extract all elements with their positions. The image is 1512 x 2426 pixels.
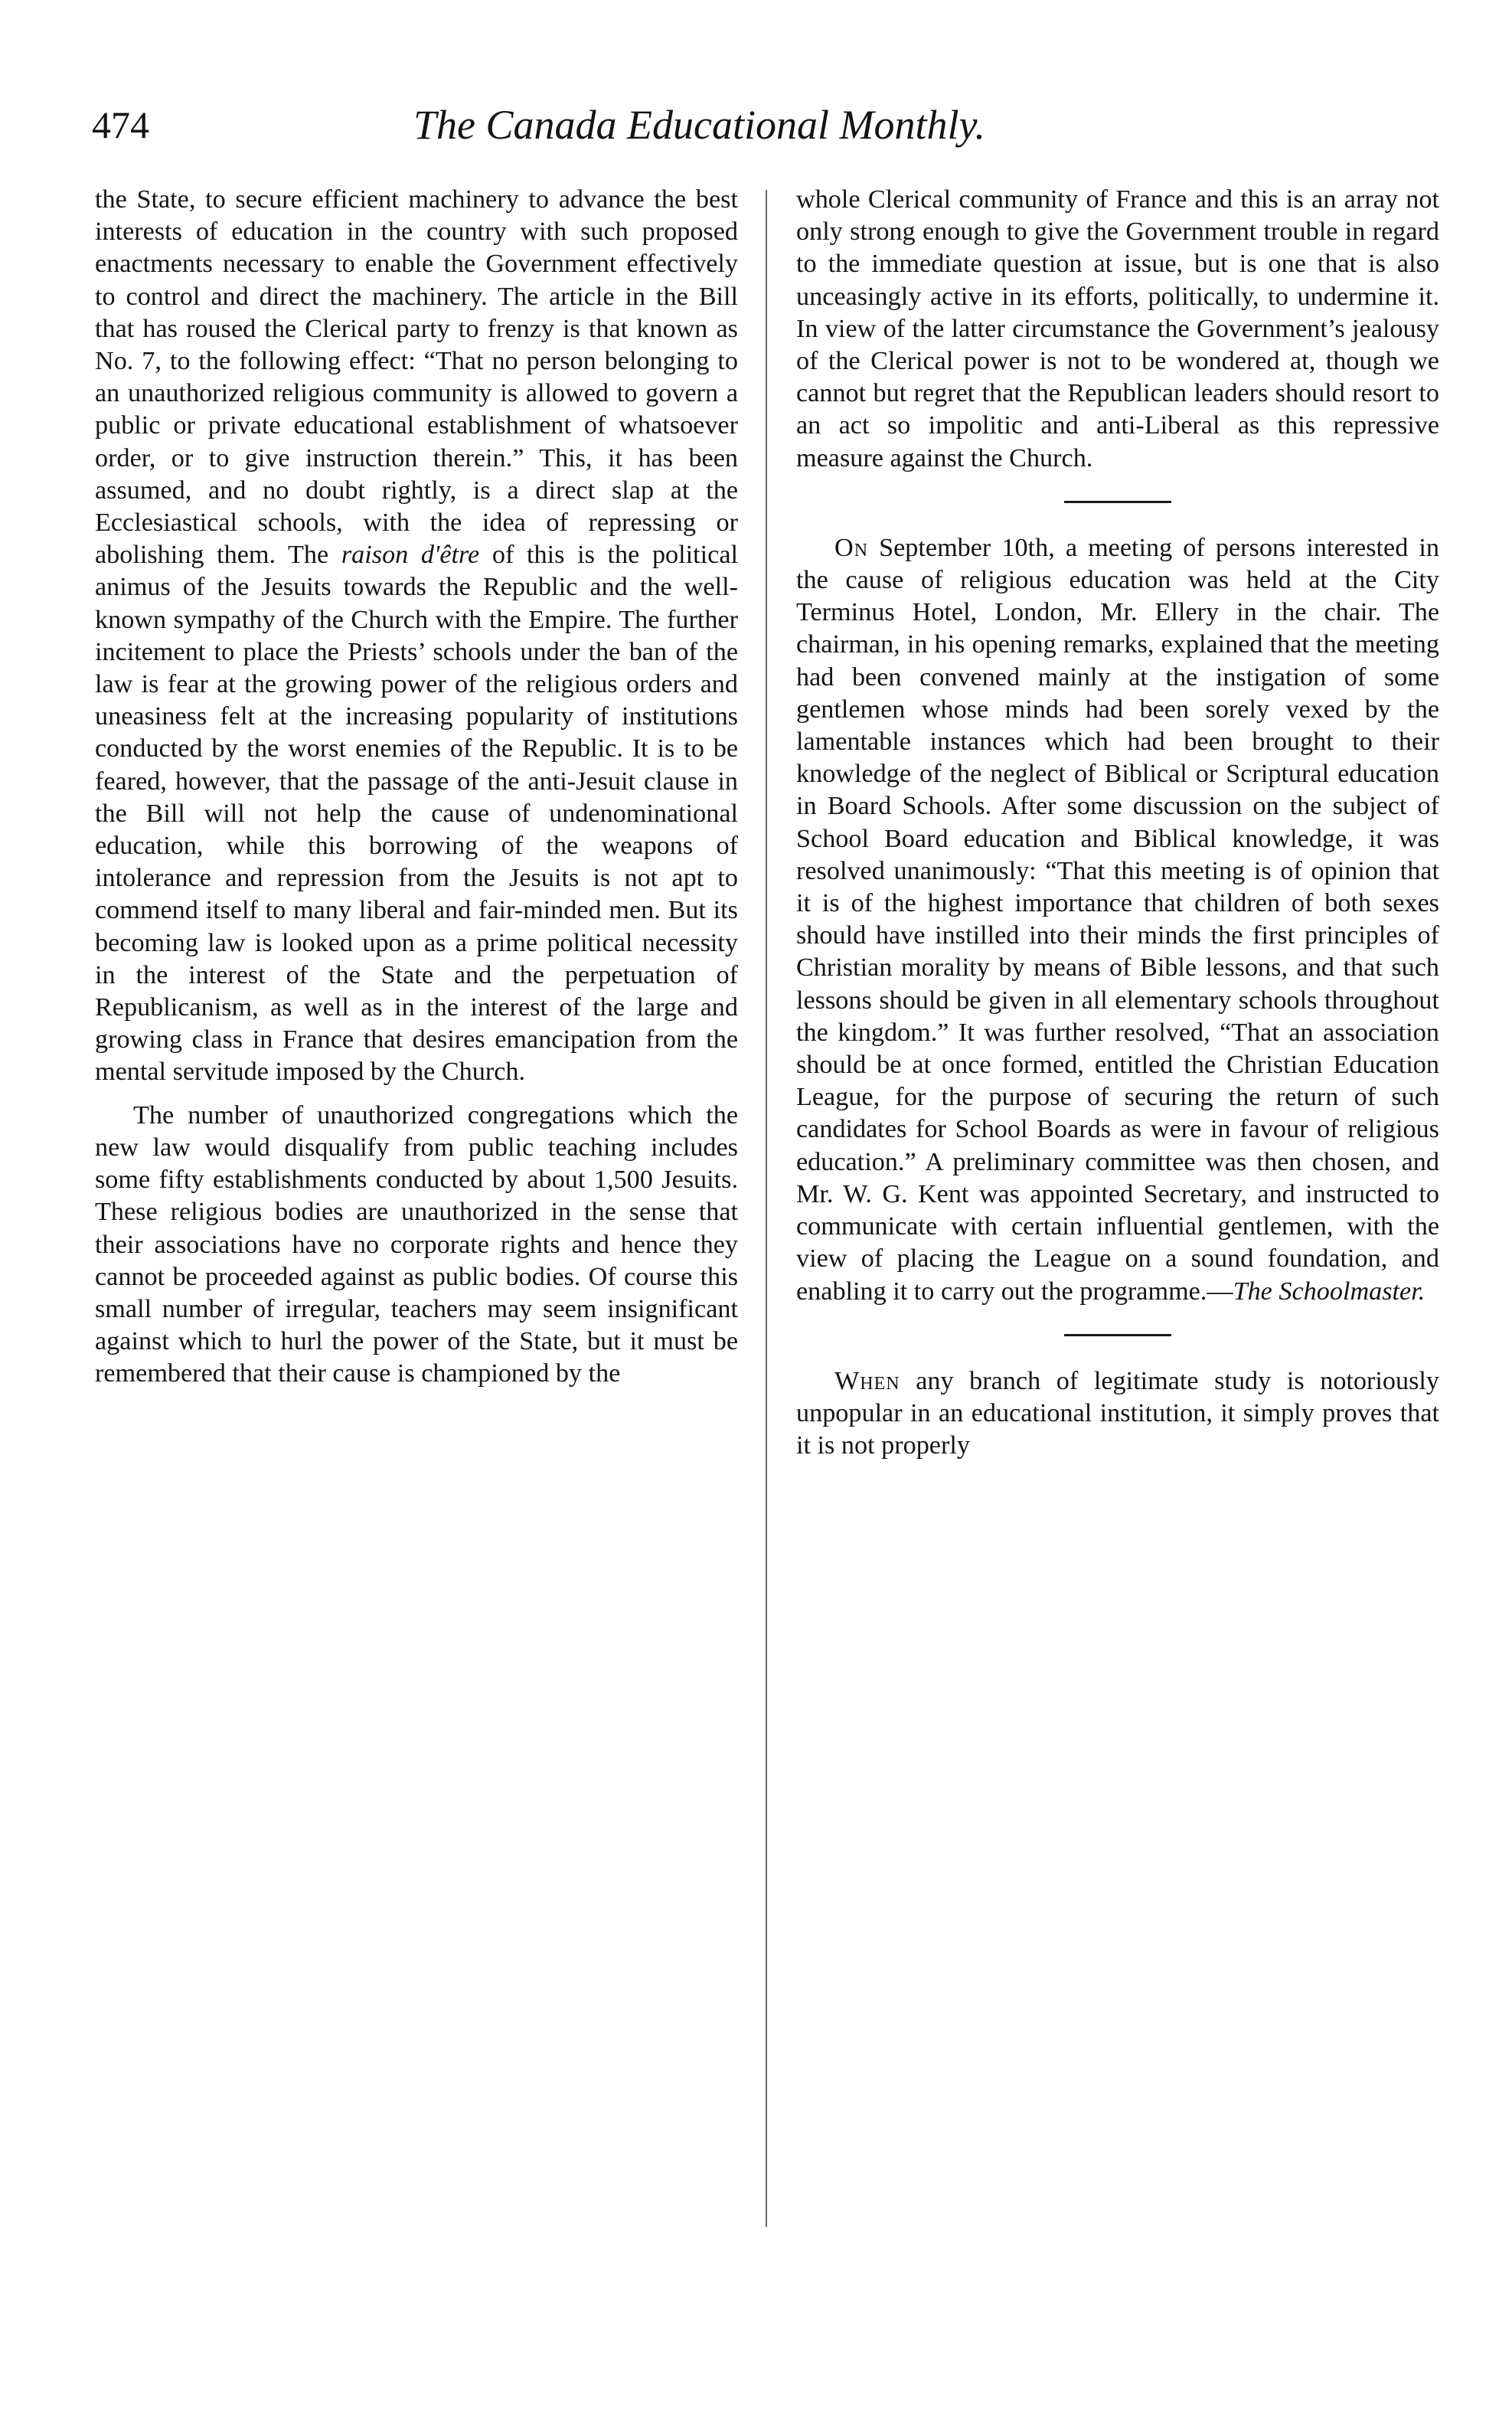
paragraph-text: of this is the political animus of the Jesuits towards the Republic and the well-known sympathy of the Church with the Empire. The further incitement to place the Priests’ schools under the ban of the law is fear at the growing power of the religious orders and uneasiness felt at the increasing popularity of institutions conducted by the worst enemies of the Republic. It is to be feared, however, that the passage of the anti-Jesuit clause in the Bill will not help the cause of undenominational education, while this borrowing of the weapons of intolerance and repression from the Jesuits is not apt to commend itself to many liberal and fair-minded men. But its becoming law is looked upon as a prime political necessity in the interest of the State and the perpetuation of Republicanism, as well as in the interest of the large and growing class in France that desires emancipation from the mental servitude imposed by the Church. — [95, 541, 738, 1087]
left-column — [95, 184, 738, 1391]
paragraph-continued: whole Clerical community of France and this is an array not only strong enough to give the Government trouble in regard to the immediate question at issue, but is one that is also unceasingly active in its efforts, politically, to undermine it. In view of the latter circumstance the Government’s jealousy of the Clerical power is not to be wondered at, though we cannot but regret that the Republican leaders should resort to an act so impolitic and anti-Liberal as this repressive measure against the Church. — [796, 185, 1439, 472]
page-header — [92, 90, 1102, 159]
paragraph-text: the State, to secure efficient machinery to advance the best interests of education in the country with such proposed enactments necessary to enable the Government effectively to control and direct the machinery. The article in the Bill that has roused the Clerical party to frenzy is that known as No. 7, to the following effect: “That no person belonging to an unauthorized religious community is allowed to govern a public or private educational establishment of whatsoever order, or to give instruction therein.” This, it has been assumed, and no doubt rightly, is a direct slap at the Ecclesiastical schools, with the idea of repressing or abolishing them. The — [95, 185, 738, 570]
paragraph — [796, 1365, 1439, 1463]
paragraph-continued — [95, 184, 738, 1089]
paragraph: The number of unauthorized congregations which the new law would disqualify from public teaching includes some fifty establishments conducted by about 1,500 Jesuits. These religious bodies are unauthorized in the sense that their associations have no corporate rights and hence they cannot be proceeded against as public bodies. Of course this small number of irregular, teachers may seem insignificant against which to hurl the power of the State, but it must be remembered that their cause is championed by the — [95, 1100, 738, 1388]
paragraph-text: any branch of legitimate study is notoriously unpopular in an educational institution, it simply proves that it is not properly — [796, 1366, 1439, 1460]
source-citation: The Schoolmaster. — [1233, 1277, 1425, 1306]
running-title: The Canada Educational Monthly. — [413, 102, 985, 148]
section-divider — [1064, 1334, 1171, 1336]
column-divider-rule — [766, 190, 767, 2227]
lead-word: When — [834, 1366, 900, 1395]
italic-phrase: raison d'être — [341, 541, 480, 570]
lead-word: On — [834, 533, 869, 562]
paragraph — [796, 532, 1439, 1308]
page-number: 474 — [92, 103, 149, 146]
section-divider — [1064, 501, 1171, 503]
paragraph-text: September 10th, a meeting of persons interested in the cause of religious education was held at the City Terminus Hotel, London, Mr. Ellery in the chair. The chairman, in his opening remarks, explained that the meeting had been convened mainly at the instigation of some gentlemen whose minds had been sorely vexed by the lamentable instances which had been brought to their knowledge of the neglect of Biblical or Scriptural education in Board Schools. After some discussion on the subject of School Board education and Biblical knowledge, it was resolved unanimously: “That this meeting is of opinion that it is of the highest importance that children of both sexes should have instilled into their minds the first principles of Christian morality by means of Bible lessons, and that such lessons should be given in all elementary schools throughout the kingdom.” It was further resolved, “That an association should be at once formed, entitled the Christian Education League, for the purpose of securing the return of such candidates for School Boards as were in favour of religious education.” A preliminary committee was then chosen, and Mr. W. G. Kent was appointed Secretary, and instructed to communicate with certain influential gentlemen, with the view of placing the League on a sound foundation, and enabling it to carry out the programme.— — [796, 533, 1439, 1306]
right-column — [796, 184, 1439, 1462]
